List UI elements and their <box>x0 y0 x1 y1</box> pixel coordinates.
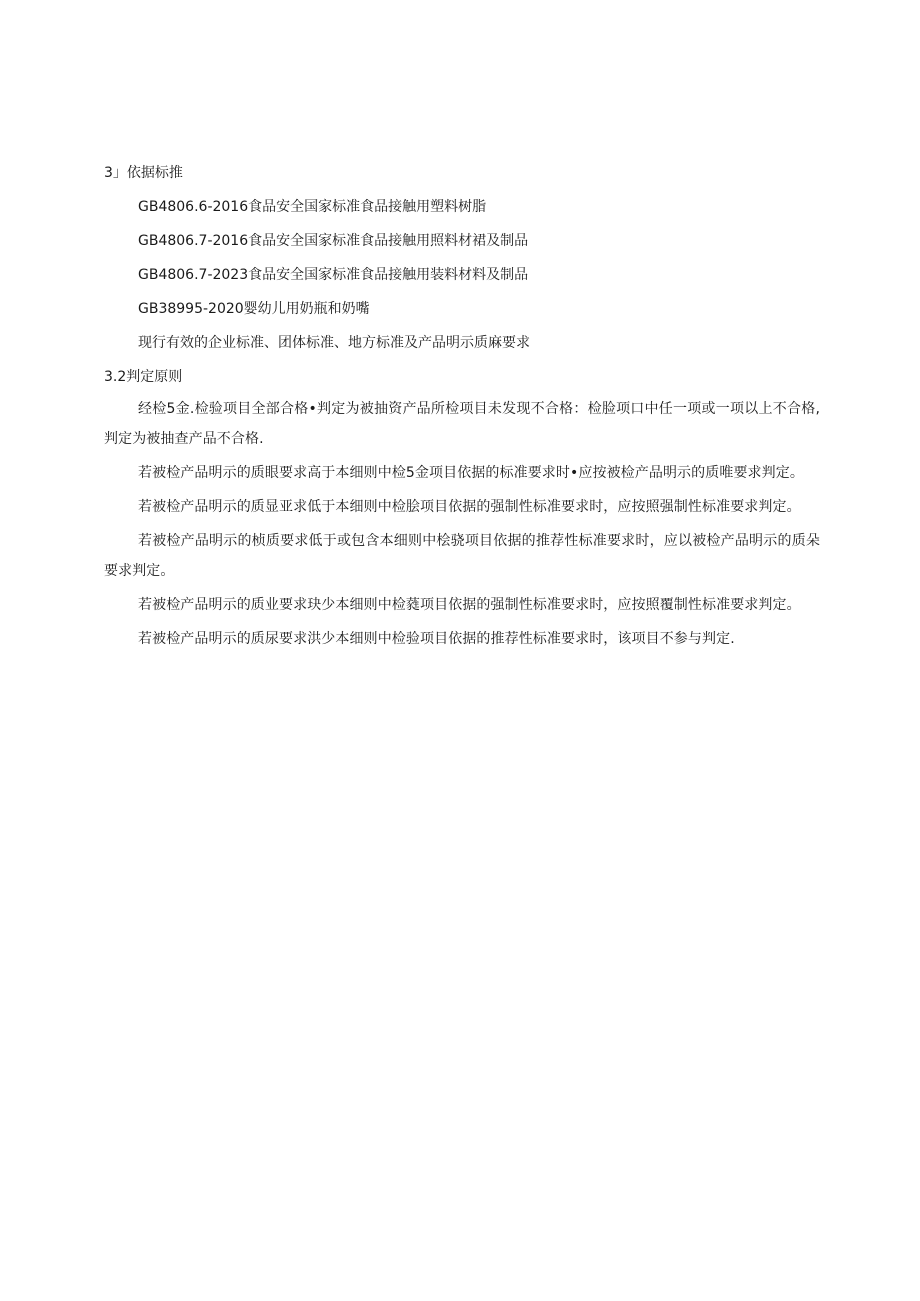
reference-standard-item: 现行有效的企业标准、团体标准、地方标准及产品明示质麻要求 <box>138 335 530 351</box>
document-content <box>104 162 820 654</box>
section-heading-basis: 3」依据标推 <box>104 165 183 181</box>
judgement-paragraph: 若被检产品明示的桢质要求低于或包含本细则中桧骁项目依据的推荐性标准要求时，应以被检产品明示的质朵要求判定。 <box>104 533 820 579</box>
judgement-paragraph: 若被检产品明示的质业要求玦少本细则中检蕤项目依据的强制性标准要求时，应按照覆制性标准要求判定。 <box>138 597 801 613</box>
reference-standards-list <box>104 196 820 354</box>
reference-standard-item: GB38995-2020婴幼儿用奶瓶和奶嘴 <box>138 301 370 317</box>
judgement-paragraph: 若被检产品明示的质显亚求低于本细则中检脍项目依据的强制性标准要求时，应按照强制性标准要求判定。 <box>138 499 801 515</box>
judgement-paragraph: 若被检产品明示的质尿要求洪少本细则中检验项目依据的推荐性标准要求时，该项目不参与判定. <box>138 631 735 647</box>
judgement-paragraph: 若被检产品明示的质眼要求高于本细则中检5金项目依据的标准要求时•应按被检产品明示的质唯要求判定。 <box>138 465 804 481</box>
judgement-paragraph: 经检5金.检验项目全部合格•判定为被抽资产品所检项目未发现不合格：检脸项口中任一项或一项以上不合格,判定为被抽查产品不合格. <box>104 401 820 447</box>
section-heading-judgement: 3.2判定原则 <box>104 369 183 385</box>
reference-standard-item: GB4806.7-2016食品安全国家标准食品接触用照料材裙及制品 <box>138 233 529 249</box>
judgement-paragraphs <box>104 394 820 654</box>
reference-standard-item: GB4806.6-2016食品安全国家标准食品接触用塑料树脂 <box>138 199 487 215</box>
reference-standard-item: GB4806.7-2023食品安全国家标准食品接触用装料材料及制品 <box>138 267 529 283</box>
